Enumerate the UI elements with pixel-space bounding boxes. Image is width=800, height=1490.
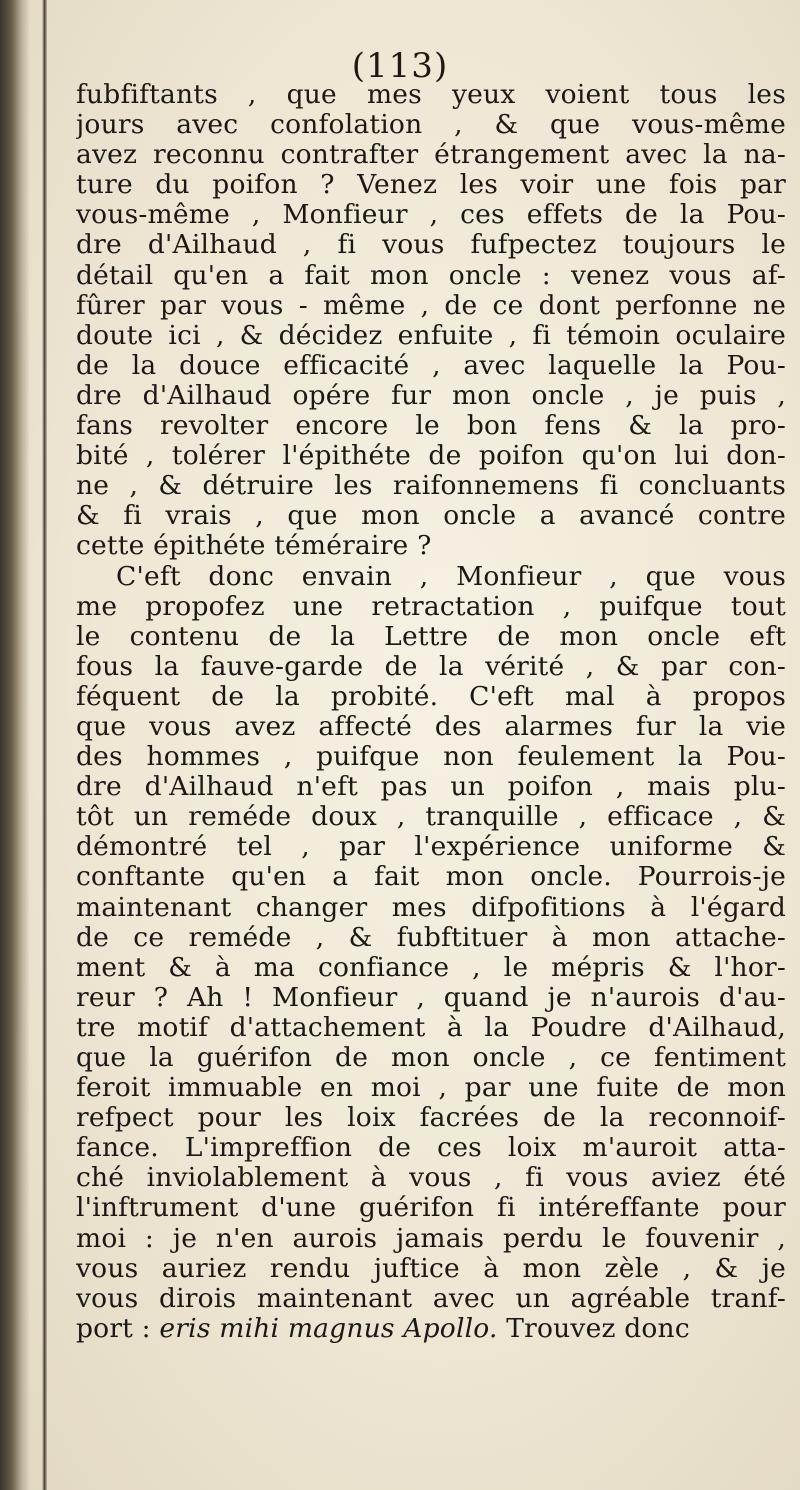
text-line: que la guérifon de mon oncle , ce fentiment	[76, 1043, 786, 1073]
text-line: cette épithéte téméraire ?	[76, 531, 432, 562]
text-line: l'inftrument d'une guérifon fi intéreffante pour	[76, 1193, 786, 1224]
text-line: des hommes , puifque non feulement la Pou-	[76, 742, 786, 773]
text-line: tôt un reméde doux , tranquille , efficace , &	[76, 802, 786, 833]
final-line	[76, 1314, 786, 1344]
latin-quotation: eris mihi magnus Apollo.	[159, 1313, 498, 1344]
text-line: vous auriez rendu juftice à mon zèle , & je	[76, 1253, 786, 1284]
binding-edge-line	[42, 0, 47, 1490]
text-line: ché inviolablement à vous , fi vous aviez été	[76, 1163, 786, 1194]
text-line: fûrer par vous - même , de ce dont perfonne ne	[76, 290, 786, 321]
text-line: dre d'Ailhaud , fi vous fufpectez toujours le	[76, 230, 786, 261]
final-line-end: Trouvez donc	[506, 1313, 690, 1344]
text-line: C'eft donc envain , Monfieur , que vous	[116, 561, 786, 592]
text-line: de la douce efficacité , avec laquelle la Pou-	[76, 350, 786, 381]
page-number: (113)	[351, 46, 449, 86]
text-line: fans revolter encore le bon fens & la pro-	[76, 411, 786, 442]
text-line: doute ici , & décidez enfuite , fi témoin oculaire	[76, 320, 786, 351]
body-text	[76, 80, 786, 1344]
text-line: tre motif d'attachement à la Poudre d'Ailhaud,	[76, 1012, 786, 1043]
text-line: avez reconnu contrafter étrangement avec la na-	[76, 140, 786, 171]
text-line: ment & à ma confiance , le mépris & l'hor-	[76, 952, 786, 983]
text-line: de ce reméde , & fubftituer à mon attache-	[76, 922, 786, 953]
text-line: le contenu de la Lettre de mon oncle eft	[76, 621, 786, 652]
text-line: fance. L'impreffion de ces loix m'auroit atta-	[76, 1133, 786, 1164]
text-line: refpect pour les loix facrées de la reconnoif-	[76, 1103, 786, 1134]
text-line: fubfiftants , que mes yeux voient tous les	[76, 80, 786, 110]
text-line: détail qu'en a fait mon oncle : venez vous af-	[76, 260, 786, 291]
text-line: jours avec confolation , & que vous-même	[76, 110, 786, 141]
paragraph-1	[76, 80, 786, 562]
text-line: ne , & détruire les raifonnemens fi concluants	[76, 471, 786, 502]
text-line: que vous avez affecté des alarmes fur la vie	[76, 711, 786, 742]
text-line: dre d'Ailhaud n'eft pas un poifon , mais plu-	[76, 772, 786, 803]
binding-gutter	[0, 0, 30, 1490]
text-line: fous la fauve-garde de la vérité , & par con-	[76, 651, 786, 682]
text-line: vous-même , Monfieur , ces effets de la Pou-	[76, 200, 786, 231]
paragraph-2	[76, 562, 786, 1314]
text-line: me propofez une retractation , puifque tout	[76, 591, 786, 622]
text-line: conftante qu'en a fait mon oncle. Pourrois-je	[76, 862, 786, 893]
text-line: moi : je n'en aurois jamais perdu le fouvenir ,	[76, 1223, 786, 1254]
text-line: reur ? Ah ! Monfieur , quand je n'aurois d'au-	[76, 982, 786, 1013]
text-line: démontré tel , par l'expérience uniforme &	[76, 832, 786, 863]
text-line: féquent de la probité. C'eft mal à propos	[76, 681, 786, 712]
text-line: dre d'Ailhaud opére fur mon oncle , je puis ,	[76, 380, 786, 411]
text-line: vous dirois maintenant avec un agréable tranf-	[76, 1283, 786, 1314]
text-line: bité , tolérer l'épithéte de poifon qu'on lui don-	[76, 441, 786, 472]
text-line: maintenant changer mes difpofitions à l'égard	[76, 892, 786, 923]
text-line: ture du poifon ? Venez les voir une fois par	[76, 170, 786, 201]
final-line-start: port :	[76, 1313, 151, 1344]
text-line: & fi vrais , que mon oncle a avancé contre	[76, 501, 786, 532]
text-line: feroit immuable en moi , par une fuite de mon	[76, 1073, 786, 1104]
